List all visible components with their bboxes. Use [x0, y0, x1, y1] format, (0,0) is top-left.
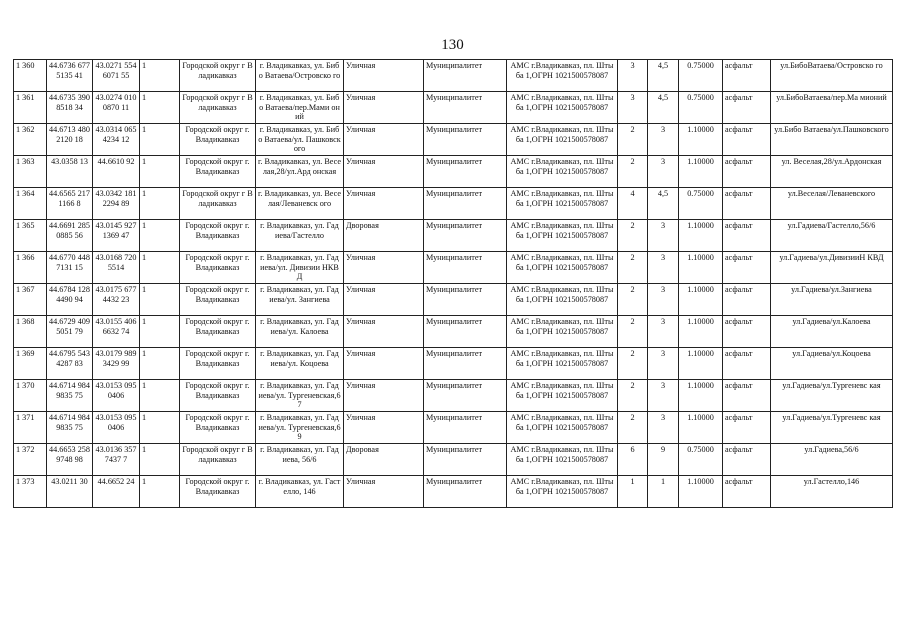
cell-district: Городской округ г. Владикавказ: [180, 156, 256, 188]
cell-category: 1: [140, 316, 180, 348]
cell-coefficient: 1.10000: [679, 476, 723, 508]
cell-lanes: 2: [618, 380, 648, 412]
cell-width: 3: [648, 348, 679, 380]
cell-address: г. Владикавказ, ул. Гастелло, 146: [256, 476, 344, 508]
cell-longitude: 43.0153 0950406: [93, 412, 140, 444]
cell-district: Городской округ г. Владикавказ: [180, 412, 256, 444]
cell-category: 1: [140, 124, 180, 156]
cell-surface: асфальт: [723, 476, 771, 508]
cell-record-number: 1 366: [14, 252, 47, 284]
table-row: [14, 284, 893, 316]
cell-coefficient: 1.10000: [679, 380, 723, 412]
table-row: [14, 156, 893, 188]
cell-address: г. Владикавказ, ул. Бибо Ватаева/пер.Мами оний: [256, 92, 344, 124]
cell-coefficient: 1.10000: [679, 316, 723, 348]
cell-longitude: 43.0145 9271369 47: [93, 220, 140, 252]
cell-record-number: 1 371: [14, 412, 47, 444]
cell-lanes: 3: [618, 92, 648, 124]
cell-lanes: 6: [618, 444, 648, 476]
cell-organization: АМС г.Владикавказ, пл. Штыба 1,ОГРН 1021500578087: [507, 156, 618, 188]
cell-organization: АМС г.Владикавказ, пл. Штыба 1,ОГРН 1021500578087: [507, 380, 618, 412]
cell-district: Городской округ г. Владикавказ: [180, 380, 256, 412]
cell-latitude: 44.6795 5434287 83: [47, 348, 93, 380]
table-row: [14, 316, 893, 348]
cell-road-type: Уличная: [344, 412, 424, 444]
cell-latitude: 43.0358 13: [47, 156, 93, 188]
cell-width: 3: [648, 124, 679, 156]
cell-latitude: 44.6653 2589748 98: [47, 444, 93, 476]
cell-organization: АМС г.Владикавказ, пл. Штыба 1,ОГРН 1021500578087: [507, 412, 618, 444]
cell-record-number: 1 373: [14, 476, 47, 508]
cell-surface: асфальт: [723, 444, 771, 476]
cell-segment-name: ул. Веселая,28/ул.Ардонская: [771, 156, 893, 188]
cell-category: 1: [140, 156, 180, 188]
cell-coefficient: 0.75000: [679, 188, 723, 220]
cell-category: 1: [140, 444, 180, 476]
cell-category: 1: [140, 60, 180, 92]
cell-category: 1: [140, 380, 180, 412]
cell-owner: Муниципалитет: [424, 60, 507, 92]
road-registry-table: [13, 59, 893, 508]
cell-district: Городской округ г. Владикавказ: [180, 284, 256, 316]
cell-coefficient: 1.10000: [679, 220, 723, 252]
cell-lanes: 2: [618, 284, 648, 316]
cell-owner: Муниципалитет: [424, 380, 507, 412]
cell-road-type: Уличная: [344, 252, 424, 284]
cell-segment-name: ул.Бибо Ватаева/ул.Пашковского: [771, 124, 893, 156]
cell-lanes: 2: [618, 348, 648, 380]
cell-record-number: 1 364: [14, 188, 47, 220]
cell-lanes: 2: [618, 156, 648, 188]
cell-surface: асфальт: [723, 348, 771, 380]
cell-latitude: 44.6735 3908518 34: [47, 92, 93, 124]
cell-coefficient: 1.10000: [679, 412, 723, 444]
cell-record-number: 1 361: [14, 92, 47, 124]
cell-longitude: 43.0168 7205514: [93, 252, 140, 284]
cell-organization: АМС г.Владикавказ, пл. Штыба 1,ОГРН 1021500578087: [507, 348, 618, 380]
cell-latitude: 44.6691 2850885 56: [47, 220, 93, 252]
cell-longitude: 43.0153 0950406: [93, 380, 140, 412]
cell-longitude: 43.0274 0100870 11: [93, 92, 140, 124]
cell-owner: Муниципалитет: [424, 316, 507, 348]
table-row: [14, 188, 893, 220]
cell-district: Городской округ г. Владикавказ: [180, 476, 256, 508]
cell-latitude: 44.6714 9849835 75: [47, 380, 93, 412]
cell-width: 3: [648, 316, 679, 348]
cell-longitude: 43.0179 9893429 99: [93, 348, 140, 380]
cell-record-number: 1 360: [14, 60, 47, 92]
cell-organization: АМС г.Владикавказ, пл. Штыба 1,ОГРН 1021500578087: [507, 284, 618, 316]
cell-longitude: 44.6610 92: [93, 156, 140, 188]
cell-longitude: 43.0314 0654234 12: [93, 124, 140, 156]
cell-width: 1: [648, 476, 679, 508]
cell-district: Городской округ г. Владикавказ: [180, 252, 256, 284]
table-row: [14, 252, 893, 284]
table-row: [14, 380, 893, 412]
cell-segment-name: ул.Гадиева/ул.Калоева: [771, 316, 893, 348]
cell-coefficient: 0.75000: [679, 444, 723, 476]
cell-segment-name: ул.БибоВатаева/пер.Ма мионий: [771, 92, 893, 124]
cell-organization: АМС г.Владикавказ, пл. Штыба 1,ОГРН 1021500578087: [507, 252, 618, 284]
cell-organization: АМС г.Владикавказ, пл. Штыба 1,ОГРН 1021500578087: [507, 444, 618, 476]
cell-segment-name: ул.Гадиева/ул.Зангиева: [771, 284, 893, 316]
cell-latitude: 44.6714 9849835 75: [47, 412, 93, 444]
cell-lanes: 2: [618, 252, 648, 284]
cell-organization: АМС г.Владикавказ, пл. Штыба 1,ОГРН 1021500578087: [507, 476, 618, 508]
cell-latitude: 44.6565 2171166 8: [47, 188, 93, 220]
table-row: [14, 348, 893, 380]
cell-address: г. Владикавказ, ул. Бибо Ватаева/Островско го: [256, 60, 344, 92]
cell-district: Городской округ г Владикавказ: [180, 92, 256, 124]
cell-road-type: Уличная: [344, 124, 424, 156]
cell-district: Городской округ г. Владикавказ: [180, 124, 256, 156]
cell-latitude: 44.6770 4487131 15: [47, 252, 93, 284]
cell-district: Городской округ г. Владикавказ: [180, 348, 256, 380]
cell-width: 4,5: [648, 188, 679, 220]
cell-width: 3: [648, 380, 679, 412]
cell-longitude: 43.0136 3577437 7: [93, 444, 140, 476]
cell-road-type: Уличная: [344, 60, 424, 92]
cell-category: 1: [140, 188, 180, 220]
cell-record-number: 1 369: [14, 348, 47, 380]
cell-owner: Муниципалитет: [424, 284, 507, 316]
table-row: [14, 476, 893, 508]
table-row: [14, 220, 893, 252]
cell-category: 1: [140, 348, 180, 380]
cell-organization: АМС г.Владикавказ, пл. Штыба 1,ОГРН 1021500578087: [507, 92, 618, 124]
cell-organization: АМС г.Владикавказ, пл. Штыба 1,ОГРН 1021500578087: [507, 220, 618, 252]
cell-width: 3: [648, 252, 679, 284]
cell-coefficient: 1.10000: [679, 348, 723, 380]
cell-address: г. Владикавказ, ул. Гадиева/ул. Зангиева: [256, 284, 344, 316]
cell-owner: Муниципалитет: [424, 220, 507, 252]
cell-coefficient: 0.75000: [679, 60, 723, 92]
cell-district: Городской округ г. Владикавказ: [180, 316, 256, 348]
cell-coefficient: 1.10000: [679, 124, 723, 156]
cell-road-type: Дворовая: [344, 444, 424, 476]
cell-latitude: 44.6784 1284490 94: [47, 284, 93, 316]
cell-segment-name: ул.Веселая/Леваневского: [771, 188, 893, 220]
cell-width: 4,5: [648, 60, 679, 92]
cell-surface: асфальт: [723, 92, 771, 124]
cell-longitude: 44.6652 24: [93, 476, 140, 508]
table-row: [14, 92, 893, 124]
cell-district: Городской округ г Владикавказ: [180, 60, 256, 92]
cell-owner: Муниципалитет: [424, 252, 507, 284]
cell-organization: АМС г.Владикавказ, пл. Штыба 1,ОГРН 1021500578087: [507, 188, 618, 220]
cell-surface: асфальт: [723, 316, 771, 348]
cell-width: 3: [648, 156, 679, 188]
cell-width: 3: [648, 412, 679, 444]
cell-width: 3: [648, 220, 679, 252]
cell-latitude: 43.0211 30: [47, 476, 93, 508]
cell-road-type: Уличная: [344, 476, 424, 508]
cell-surface: асфальт: [723, 124, 771, 156]
cell-record-number: 1 370: [14, 380, 47, 412]
cell-coefficient: 1.10000: [679, 252, 723, 284]
cell-record-number: 1 367: [14, 284, 47, 316]
cell-owner: Муниципалитет: [424, 476, 507, 508]
cell-segment-name: ул.Гадиева/ул.Тургеневс кая: [771, 380, 893, 412]
cell-coefficient: 0.75000: [679, 92, 723, 124]
cell-coefficient: 1.10000: [679, 284, 723, 316]
cell-lanes: 3: [618, 60, 648, 92]
cell-record-number: 1 365: [14, 220, 47, 252]
cell-surface: асфальт: [723, 412, 771, 444]
cell-address: г. Владикавказ, ул. Гадиева/ул. Дивизии НКВД: [256, 252, 344, 284]
cell-organization: АМС г.Владикавказ, пл. Штыба 1,ОГРН 1021500578087: [507, 316, 618, 348]
cell-road-type: Уличная: [344, 284, 424, 316]
cell-surface: асфальт: [723, 188, 771, 220]
cell-surface: асфальт: [723, 156, 771, 188]
cell-owner: Муниципалитет: [424, 124, 507, 156]
cell-road-type: Уличная: [344, 316, 424, 348]
cell-category: 1: [140, 284, 180, 316]
cell-address: г. Владикавказ, ул. Бибо Ватаева/ул. Пашковского: [256, 124, 344, 156]
cell-organization: АМС г.Владикавказ, пл. Штыба 1,ОГРН 1021500578087: [507, 60, 618, 92]
cell-owner: Муниципалитет: [424, 92, 507, 124]
page-number: 130: [441, 37, 464, 53]
cell-address: г. Владикавказ, ул. Гадиева/Гастелло: [256, 220, 344, 252]
cell-lanes: 2: [618, 316, 648, 348]
cell-longitude: 43.0155 4066632 74: [93, 316, 140, 348]
table-body: [14, 60, 893, 508]
cell-address: г. Владикавказ, ул. Гадиева/ул. Тургеневская,69: [256, 412, 344, 444]
cell-width: 4,5: [648, 92, 679, 124]
cell-segment-name: ул.БибоВатаева/Островско го: [771, 60, 893, 92]
cell-district: Городской округ г Владикавказ: [180, 444, 256, 476]
cell-owner: Муниципалитет: [424, 412, 507, 444]
cell-district: Городской округ г. Владикавказ: [180, 220, 256, 252]
cell-address: г. Владикавказ, ул. Гадиева/ул. Коцоева: [256, 348, 344, 380]
cell-segment-name: ул.Гастелло,146: [771, 476, 893, 508]
cell-lanes: 2: [618, 220, 648, 252]
cell-organization: АМС г.Владикавказ, пл. Штыба 1,ОГРН 1021500578087: [507, 124, 618, 156]
cell-owner: Муниципалитет: [424, 156, 507, 188]
table-row: [14, 444, 893, 476]
cell-category: 1: [140, 412, 180, 444]
cell-record-number: 1 368: [14, 316, 47, 348]
cell-road-type: Уличная: [344, 156, 424, 188]
cell-surface: асфальт: [723, 252, 771, 284]
cell-owner: Муниципалитет: [424, 348, 507, 380]
cell-road-type: Уличная: [344, 348, 424, 380]
cell-record-number: 1 362: [14, 124, 47, 156]
cell-address: г. Владикавказ, ул. Веселая/Леваневск ого: [256, 188, 344, 220]
cell-category: 1: [140, 220, 180, 252]
cell-address: г. Владикавказ, ул. Гадиева, 56/6: [256, 444, 344, 476]
cell-category: 1: [140, 92, 180, 124]
table-row: [14, 124, 893, 156]
cell-surface: асфальт: [723, 284, 771, 316]
cell-latitude: 44.6729 4095051 79: [47, 316, 93, 348]
cell-segment-name: ул.Гадиева/ул.Тургеневс кая: [771, 412, 893, 444]
cell-lanes: 1: [618, 476, 648, 508]
cell-district: Городской округ г Владикавказ: [180, 188, 256, 220]
cell-road-type: Дворовая: [344, 220, 424, 252]
cell-lanes: 2: [618, 412, 648, 444]
cell-address: г. Владикавказ, ул. Гадиева/ул. Тургеневская,67: [256, 380, 344, 412]
cell-owner: Муниципалитет: [424, 444, 507, 476]
cell-road-type: Уличная: [344, 380, 424, 412]
table-row: [14, 412, 893, 444]
cell-category: 1: [140, 252, 180, 284]
cell-road-type: Уличная: [344, 188, 424, 220]
cell-segment-name: ул.Гадиева,56/6: [771, 444, 893, 476]
cell-width: 9: [648, 444, 679, 476]
cell-coefficient: 1.10000: [679, 156, 723, 188]
table-row: [14, 60, 893, 92]
cell-latitude: 44.6713 4802120 18: [47, 124, 93, 156]
cell-surface: асфальт: [723, 60, 771, 92]
cell-lanes: 4: [618, 188, 648, 220]
cell-longitude: 43.0271 5546071 55: [93, 60, 140, 92]
cell-record-number: 1 363: [14, 156, 47, 188]
cell-segment-name: ул.Гадиева/ул.Коцоева: [771, 348, 893, 380]
cell-address: г. Владикавказ, ул. Гадиева/ул. Калоева: [256, 316, 344, 348]
cell-address: г. Владикавказ, ул. Веселая,28/ул.Ард онская: [256, 156, 344, 188]
cell-width: 3: [648, 284, 679, 316]
cell-segment-name: ул.Гадиева/Гастелло,56/6: [771, 220, 893, 252]
cell-category: 1: [140, 476, 180, 508]
cell-latitude: 44.6736 6775135 41: [47, 60, 93, 92]
cell-road-type: Уличная: [344, 92, 424, 124]
cell-surface: асфальт: [723, 220, 771, 252]
cell-surface: асфальт: [723, 380, 771, 412]
cell-segment-name: ул.Гадиева/ул.ДивизииН КВД: [771, 252, 893, 284]
cell-lanes: 2: [618, 124, 648, 156]
cell-longitude: 43.0342 1812294 89: [93, 188, 140, 220]
cell-longitude: 43.0175 6774432 23: [93, 284, 140, 316]
cell-record-number: 1 372: [14, 444, 47, 476]
cell-owner: Муниципалитет: [424, 188, 507, 220]
